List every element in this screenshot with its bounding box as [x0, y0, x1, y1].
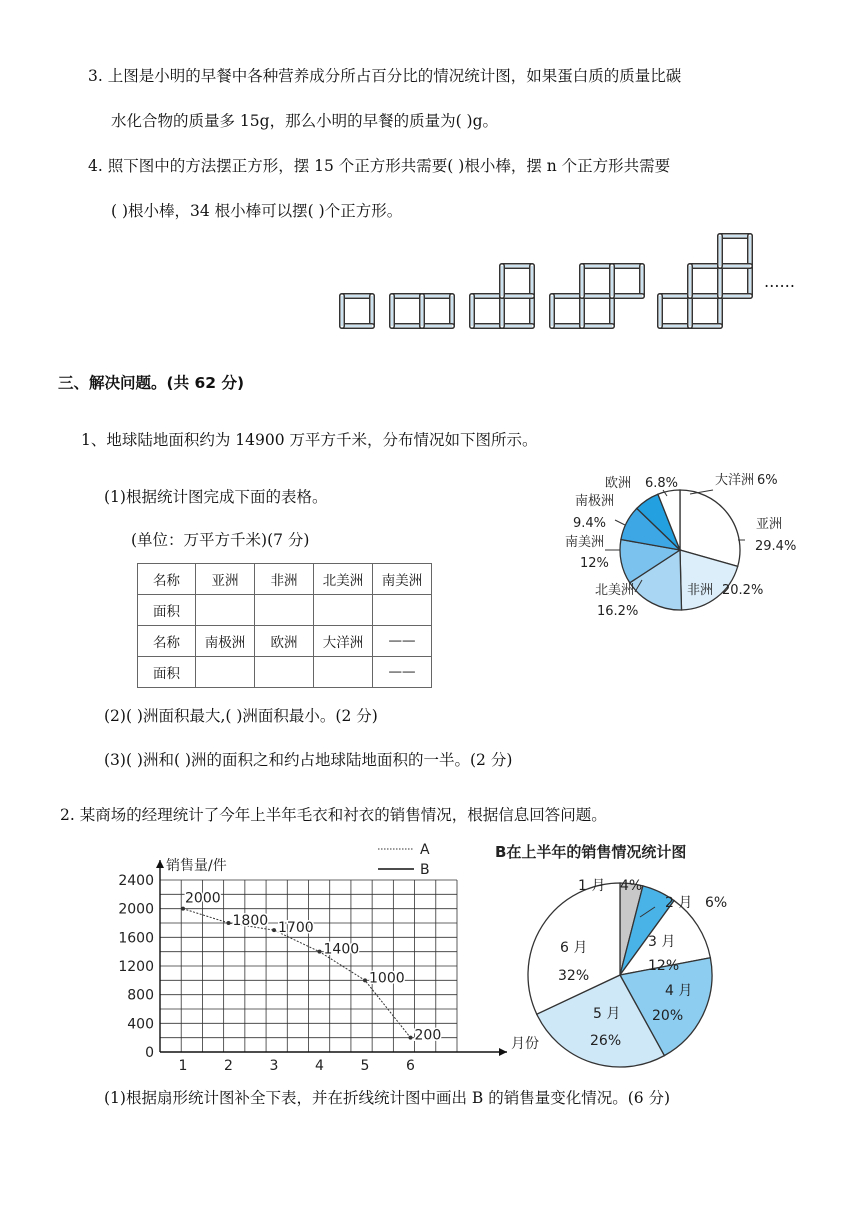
table-input-cell[interactable] [314, 657, 373, 688]
table-cell: 南极洲 [196, 626, 255, 657]
data-label: 1000 [369, 970, 405, 987]
x-tick-label: 4 [315, 1058, 324, 1074]
y-tick-label: 1200 [118, 959, 154, 975]
x-tick-label: 3 [269, 1058, 279, 1074]
p2-intro: 2. 某商场的经理统计了今年上半年毛衣和衬衣的销售情况，根据信息回答问题。 [60, 806, 607, 824]
pie-label: 6 月 [560, 940, 588, 956]
x-tick-label: 2 [224, 1058, 233, 1074]
pie-value-label: 12% [580, 556, 609, 571]
continent-pie-chart [545, 460, 835, 640]
matchstick-ellipsis: …… [764, 273, 795, 291]
table-cell: 北美洲 [314, 564, 373, 595]
table-cell: 面积 [138, 657, 196, 688]
pie-label: 南极洲 [575, 494, 615, 509]
pie-value-label: 6.8% [645, 476, 679, 491]
table-input-cell[interactable] [255, 595, 314, 626]
pie-label: 大洋洲 [715, 473, 755, 488]
data-label: 1400 [323, 941, 360, 958]
q4-line2: ( )根小棒，34 根小棒可以摆( )个正方形。 [111, 202, 403, 220]
series-a-point [318, 950, 322, 954]
q3-line2: 水化合物的质量多 15g，那么小明的早餐的质量为( )g。 [111, 112, 499, 130]
y-tick-label: 800 [127, 987, 154, 1004]
table-cell: 名称 [138, 626, 196, 657]
table-cell: 欧洲 [255, 626, 314, 657]
y-axis-title: 销售量/件 [166, 858, 227, 874]
y-tick-label: 2000 [118, 901, 154, 918]
table-input-cell[interactable] [314, 595, 373, 626]
p1-sub1: (1)根据统计图完成下面的表格。 [104, 488, 328, 506]
y-tick-label: 2400 [118, 873, 154, 889]
pie-label: 非洲 [687, 583, 714, 598]
table-row [138, 595, 432, 626]
p2-sub1: (1)根据扇形统计图补全下表，并在折线统计图中画出 B 的销售量变化情况。(6 分) [104, 1089, 671, 1107]
pie-value-label: 20.2% [722, 583, 764, 598]
pie-label: 北美洲 [595, 583, 635, 598]
pie-label: 2 月 [665, 895, 693, 911]
p1-sub2: (2)( )洲面积最大,( )洲面积最小。(2 分) [104, 707, 378, 725]
pie-label: 4 月 [665, 983, 693, 999]
series-a-point [409, 1036, 413, 1040]
pie-value-label: 6% [705, 895, 728, 911]
pie-value-label: 9.4% [573, 516, 607, 531]
area-table [137, 563, 432, 688]
table-row [138, 626, 432, 657]
table-input-cell[interactable] [255, 657, 314, 688]
table-cell: 非洲 [255, 564, 314, 595]
data-label: 1700 [278, 920, 314, 937]
leader-line [615, 520, 625, 525]
pie-label: 欧洲 [605, 476, 632, 491]
pie-value-label: 32% [558, 968, 590, 984]
x-tick-label: 6 [406, 1058, 415, 1074]
pie-label: 亚洲 [756, 517, 783, 532]
chart-title: B在上半年的销售情况统计图 [495, 843, 687, 861]
data-label: 200 [414, 1027, 442, 1044]
table-cell: 面积 [138, 595, 196, 626]
matchstick-squares-figure [330, 230, 790, 340]
pie-value-label: 16.2% [597, 604, 639, 619]
table-cell: —— [373, 657, 432, 688]
table-cell: 大洋洲 [314, 626, 373, 657]
section-title: 三、解决问题。(共 62 分) [58, 374, 245, 392]
y-tick-label: 1600 [118, 930, 154, 947]
pie-label: 南美洲 [565, 535, 605, 550]
pie-value-label: 26% [590, 1033, 622, 1049]
pie-label: 3 月 [648, 934, 676, 950]
series-a-point [272, 928, 276, 932]
pie-value-label: 12% [648, 958, 680, 974]
q4-line1: 4. 照下图中的方法摆正方形，摆 15 个正方形共需要( )根小棒，摆 n 个正方形共需要 [88, 157, 671, 175]
series-a-point [181, 907, 185, 911]
table-row [138, 657, 432, 688]
table-cell: —— [373, 626, 432, 657]
x-tick-label: 5 [360, 1058, 370, 1074]
data-label: 1800 [232, 913, 269, 929]
p1-intro: 1、地球陆地面积约为 14900 万平方千米，分布情况如下图所示。 [81, 431, 538, 449]
table-cell: 名称 [138, 564, 196, 595]
data-label: 2000 [185, 890, 221, 907]
x-axis-title: 月份 [511, 1036, 539, 1052]
table-cell: 亚洲 [196, 564, 255, 595]
y-tick-label: 0 [145, 1045, 154, 1061]
pie-value-label: 29.4% [755, 539, 797, 554]
pie-value-label: 20% [652, 1008, 684, 1024]
series-a-point [363, 978, 367, 982]
table-input-cell[interactable] [196, 657, 255, 688]
y-axis-arrow [156, 860, 164, 868]
legend-label-b: B [420, 862, 430, 878]
table-row [138, 564, 432, 595]
x-tick-label: 1 [178, 1058, 188, 1074]
table-input-cell[interactable] [373, 595, 432, 626]
pie-label: 1 月 [578, 878, 606, 894]
table-cell: 南美洲 [373, 564, 432, 595]
pie-value-label: 6% [757, 473, 778, 488]
pie-label: 5 月 [593, 1006, 621, 1022]
b-sales-pie-chart [490, 835, 770, 1075]
pie-value-label: 4% [620, 878, 643, 894]
y-tick-label: 400 [127, 1016, 154, 1033]
q3-line1: 3. 上图是小明的早餐中各种营养成分所占百分比的情况统计图，如果蛋白质的质量比碳 [88, 67, 682, 85]
series-a-point [227, 921, 231, 925]
p1-unit: (单位：万平方千米)(7 分) [131, 531, 310, 549]
table-input-cell[interactable] [196, 595, 255, 626]
legend-label-a: A [420, 842, 430, 858]
sales-line-chart [110, 835, 539, 1074]
p1-sub3: (3)( )洲和( )洲的面积之和约占地球陆地面积的一半。(2 分) [104, 751, 513, 769]
